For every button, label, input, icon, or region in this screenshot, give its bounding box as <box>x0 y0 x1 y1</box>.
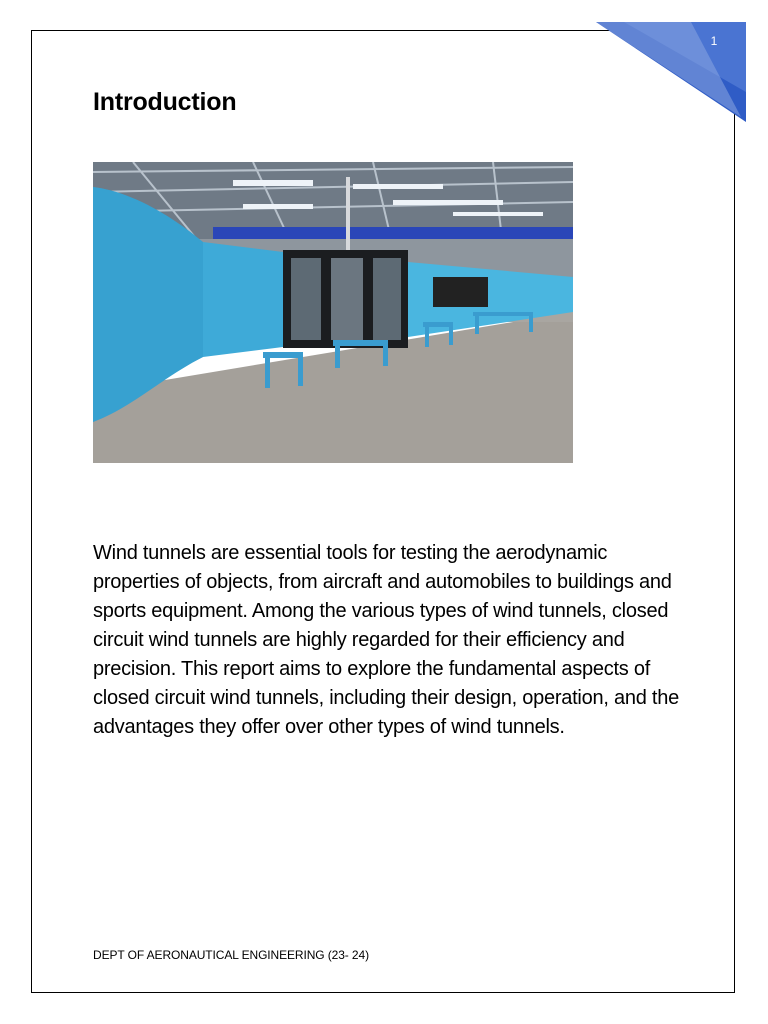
intro-paragraph: Wind tunnels are essential tools for testing the aerodynamic properties of objects, from aircraft and automobiles to buildings and sports equipment. Among the various types of wind tunnels, closed circuit wind tunnels are highly regarded for their efficiency and precision. This report aims to explore the fundamental aspects of closed circuit wind tunnels, including their design, operation, and the advantages they offer over other types of wind tunnels. <box>93 542 679 738</box>
page-title: Introduction <box>93 88 237 116</box>
footer-text: DEPT OF AERONAUTICAL ENGINEERING (23- 24) <box>93 948 369 962</box>
wind-tunnel-photo <box>93 162 573 463</box>
page-number: 1 <box>710 34 718 48</box>
